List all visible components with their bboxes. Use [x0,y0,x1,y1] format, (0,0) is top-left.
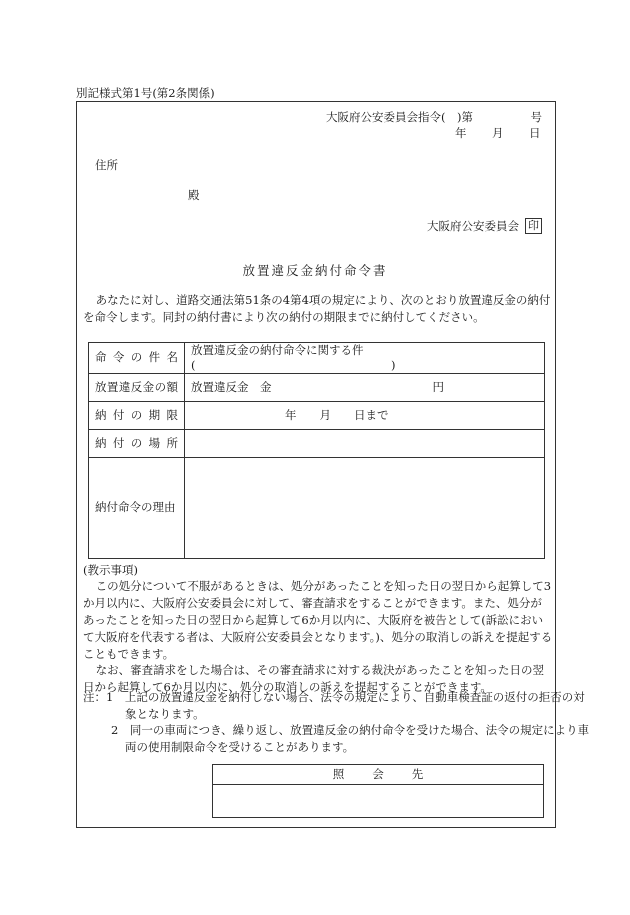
date-year: 年 [455,126,467,140]
table-row [89,343,545,374]
row-label-subject: 命令の件名 [89,343,185,374]
issuer-reference: 大阪府公安委員会指令( )第 号 [326,110,542,124]
contact-table [212,764,544,818]
note-1: 注：1 上記の放置違反金を納付しない場合、法令の規定により、自動車検査証の返付の拒否の対象となります。 [83,690,585,721]
seal-stamp: 印 [525,218,542,234]
document-title: 放置違反金納付命令書 [242,263,388,278]
row-value-place [185,429,545,457]
intro-paragraph: あなたに対し、道路交通法第51条の4第4項の規定により、次のとおり放置違反金の納付を命令します。同封の納付書により次の納付の期限までに納付してください。 [83,293,551,324]
table-row [89,401,545,429]
commission-name: 大阪府公安委員会 [427,218,519,233]
row-label-deadline: 納付の期限 [89,401,185,429]
commission-signature [427,218,542,234]
order-details-table [88,342,545,559]
row-value-reason [185,457,545,558]
row-value-deadline: 年 月 日まで [185,401,545,429]
contact-value [213,785,544,818]
form-number-label: 別記様式第1号(第2条関係) [76,86,215,100]
row-label-reason: 納付命令の理由 [89,457,185,558]
table-row [89,429,545,457]
date-day: 日 [529,126,541,140]
notice-paragraph-2: なお、審査請求をした場合は、その審査請求に対する裁決があったことを知った日の翌日から起算して6か月以内に、処分の取消しの訴えを提起することができます。 [83,663,545,694]
notice-heading: (教示事項) [83,563,138,577]
table-row [89,457,545,558]
honorific: 殿 [188,188,200,202]
table-row [89,373,545,401]
contact-heading: 照会先 [213,765,544,785]
row-value-amount: 放置違反金 金 円 [185,373,545,401]
notice-paragraph-1: この処分について不服があるときは、処分があったことを知った日の翌日から起算して3か月以内に、大阪府公安委員会に対して、審査請求をすることができます。また、処分があったことを知った日の翌日から起算して6か月以内に、大阪府を被告として(訴訟において大阪府を代表する者は、大阪府公安委員会となります。)、処分の取消しの訴えを提起することもできます。 [83,579,553,661]
row-value-subject: 放置違反金の納付命令に関する件( ) [185,343,545,374]
address-label: 住所 [95,158,118,172]
row-label-amount: 放置違反金の額 [89,373,185,401]
row-label-place: 納付の場所 [89,429,185,457]
note-2: 2 同一の車両につき、繰り返し、放置違反金の納付命令を受けた場合、法令の規定により車両の使用制限命令を受けることがあります。 [111,723,590,754]
date-month: 月 [492,126,504,140]
